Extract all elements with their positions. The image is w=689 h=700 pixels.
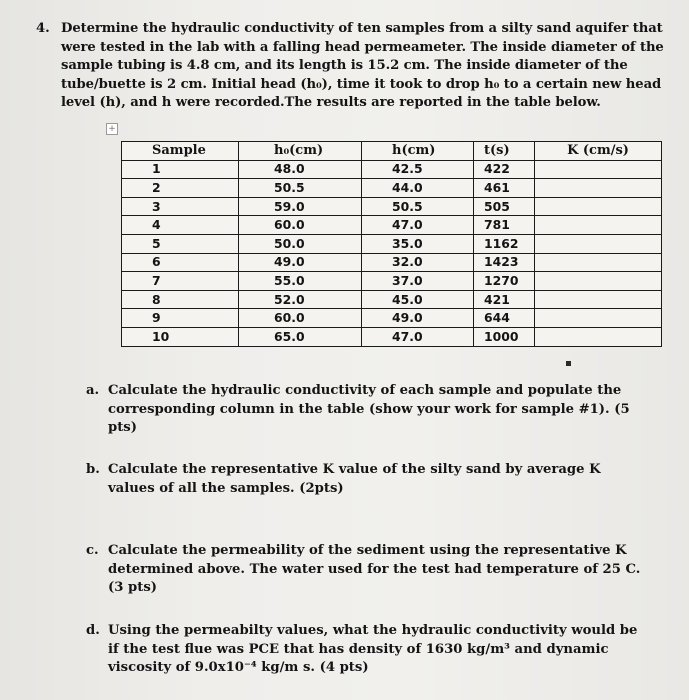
cell-t: 505 [474,197,535,216]
part-c-text: Calculate the permeability of the sediment using the representative K determined above. The water used for the test had temperature of 25 C. (3 pts) [108,543,641,596]
cell-t: 1000 [474,327,535,346]
cell-sample: 3 [122,197,239,216]
table-row [122,309,662,328]
cell-k[interactable] [535,327,662,346]
cell-h0: 59.0 [239,197,362,216]
table-row [122,160,662,179]
cell-t: 644 [474,309,535,328]
part-c [86,542,646,598]
table-row [122,290,662,309]
cell-h0: 65.0 [239,327,362,346]
cell-h: 44.0 [362,179,474,198]
part-b [86,461,646,498]
cell-h0: 49.0 [239,253,362,272]
table-row [122,216,662,235]
cell-h: 50.5 [362,197,474,216]
cell-t: 781 [474,216,535,235]
header-k: K (cm/s) [535,142,662,161]
part-d-text: Using the permeabilty values, what the hydraulic conductivity would be if the test flue was PCE that has density of 1630 kg/m³ and dynamic viscosity of 9.0x10⁻⁴ kg/m s. (4 pts) [108,623,638,676]
cell-h: 45.0 [362,290,474,309]
cell-t: 1162 [474,234,535,253]
header-h0: h₀(cm) [239,142,362,161]
cell-k[interactable] [535,272,662,291]
cell-h0: 50.0 [239,234,362,253]
cell-k[interactable] [535,253,662,272]
results-table [121,141,662,347]
cell-k[interactable] [535,179,662,198]
cell-sample: 10 [122,327,239,346]
part-d [86,622,646,678]
table-row [122,179,662,198]
cell-sample: 2 [122,179,239,198]
part-a [86,382,646,438]
cell-h: 42.5 [362,160,474,179]
part-d-label: d. [86,623,100,638]
table-resize-handle[interactable] [566,361,571,366]
cell-sample: 1 [122,160,239,179]
header-sample: Sample [122,142,239,161]
cell-t: 1423 [474,253,535,272]
header-h: h(cm) [362,142,474,161]
table-row [122,272,662,291]
cell-h0: 50.5 [239,179,362,198]
cell-sample: 9 [122,309,239,328]
cell-k[interactable] [535,309,662,328]
cell-t: 421 [474,290,535,309]
part-c-label: c. [86,543,99,558]
header-t: t(s) [474,142,535,161]
cell-t: 461 [474,179,535,198]
cell-h0: 52.0 [239,290,362,309]
table-row [122,253,662,272]
cell-sample: 4 [122,216,239,235]
cell-h: 47.0 [362,327,474,346]
cell-k[interactable] [535,197,662,216]
cell-h: 47.0 [362,216,474,235]
cell-h0: 55.0 [239,272,362,291]
cell-sample: 6 [122,253,239,272]
cell-t: 422 [474,160,535,179]
table-header-row [122,142,662,161]
part-b-text: Calculate the representative K value of the silty sand by average K values of all the samples. (2pts) [108,462,601,496]
part-a-text: Calculate the hydraulic conductivity of each sample and populate the corresponding column in the table (show your work for sample #1). (5 pts) [108,383,630,436]
part-a-label: a. [86,383,100,398]
table-row [122,197,662,216]
cell-h0: 60.0 [239,309,362,328]
table-row [122,327,662,346]
cell-h0: 60.0 [239,216,362,235]
cell-k[interactable] [535,216,662,235]
cell-h: 37.0 [362,272,474,291]
question-number: 4. [36,21,50,36]
cell-h: 35.0 [362,234,474,253]
cell-t: 1270 [474,272,535,291]
cell-k[interactable] [535,290,662,309]
cell-k[interactable] [535,160,662,179]
cell-h: 49.0 [362,309,474,328]
question-4 [36,20,666,113]
cell-sample: 5 [122,234,239,253]
table-move-handle-icon[interactable]: + [106,123,118,135]
cell-h0: 48.0 [239,160,362,179]
question-text: Determine the hydraulic conductivity of ten samples from a silty sand aquifer that were tested in the lab with a falling head permeameter. The inside diameter of the sample tubing is 4.8 cm, and its length is 15.2 cm. The inside diameter of the tube/buette is 2 cm. Initial head (h₀), time it took to drop h₀ to a certain new head level (h), and h were recorded.The results are reported in the table below. [61,21,664,111]
part-b-label: b. [86,462,100,477]
table-body [122,160,662,346]
cell-sample: 7 [122,272,239,291]
cell-k[interactable] [535,234,662,253]
cell-sample: 8 [122,290,239,309]
table-row [122,234,662,253]
cell-h: 32.0 [362,253,474,272]
